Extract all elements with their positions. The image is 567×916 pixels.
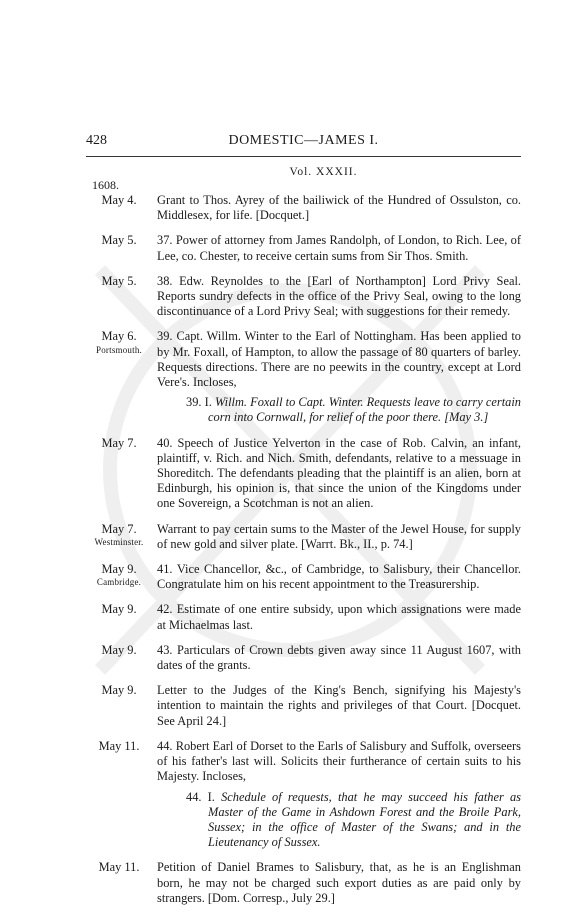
calendar-entry	[86, 602, 521, 632]
entry-text: 40. Speech of Justice Yelverton in the case of Rob. Calvin, an infant, plaintiff, v. Rich. and Nich. Smith, defendants, relative to a messuage in Shoreditch. The defendants pleading that the plaintiff is an alien, born at Edinburgh, his opinion is, that since the union of the Kingdoms under one Sovereign, a Scotchman is not an alien.	[157, 435, 521, 511]
calendar-entry	[86, 562, 521, 592]
entry-margin	[86, 860, 152, 875]
entry-date: May 5.	[101, 233, 137, 248]
entry-date: May 9.	[101, 602, 137, 617]
entry-date: May 7.	[101, 435, 137, 450]
enclosure-text: Willm. Foxall to Capt. Winter. Requests leave to carry certain corn into Cornwall, for relief of the poor there. [May 3.]	[208, 395, 521, 425]
entry-margin	[86, 562, 152, 590]
calendar-entry	[86, 329, 521, 425]
entry-margin	[86, 683, 152, 698]
entry-margin	[86, 522, 152, 550]
entry-text: 38. Edw. Reynoldes to the [Earl of Northampton] Lord Privy Seal. Reports sundry defects in the office of the Privy Seal, owing to the long discontinuance of a Lord Privy Seal; with suggestions for their remedy.	[157, 273, 521, 319]
calendar-entry	[86, 522, 521, 552]
entry-date: May 11.	[98, 860, 140, 875]
calendar-entry	[86, 193, 521, 223]
entry-margin	[86, 329, 152, 357]
volume-heading: Vol. XXXII.	[289, 166, 358, 178]
calendar-entry	[86, 233, 521, 263]
enclosure-entry	[186, 790, 521, 851]
calendar-entry	[86, 860, 521, 906]
entry-margin	[86, 739, 152, 754]
running-header	[86, 133, 521, 153]
calendar-entry	[86, 683, 521, 729]
enclosure-entry	[186, 395, 521, 425]
page-number: 428	[86, 133, 107, 148]
entry-margin	[86, 436, 152, 451]
entry-margin	[86, 274, 152, 289]
entry-text: Grant to Thos. Ayrey of the bailiwick of the Hundred of Ossulston, co. Middlesex, for life. [Docquet.]	[157, 193, 521, 223]
entry-date: May 7.	[101, 521, 137, 536]
entry-place: Westminster.	[94, 536, 144, 547]
calendar-entries	[86, 193, 521, 916]
entry-place: Cambridge.	[96, 577, 142, 588]
entry-date: May 6.	[101, 329, 137, 344]
entry-text: Warrant to pay certain sums to the Master of the Jewel House, for supply of new gold and silver plate. [Warrt. Bk., II., p. 74.]	[157, 521, 521, 551]
entry-date: May 11.	[98, 738, 140, 753]
entry-text: 37. Power of attorney from James Randolph, of London, to Rich. Lee, of Lee, co. Chester, to receive certain sums from Sir Thos. Smith.	[157, 233, 521, 263]
calendar-entry	[86, 436, 521, 512]
entry-margin	[86, 643, 152, 658]
running-title: DOMESTIC—JAMES I.	[228, 133, 379, 148]
entry-margin	[86, 193, 152, 208]
calendar-entry	[86, 274, 521, 320]
entry-date: May 5.	[101, 273, 137, 288]
entry-place: Portsmouth.	[96, 344, 142, 355]
entry-text: Petition of Daniel Brames to Salisbury, that, as he is an Englishman born, he may not be charged such export duties as are paid only by strangers. [Dom. Corresp., July 29.]	[157, 860, 521, 905]
entry-text: 39. Capt. Willm. Winter to the Earl of Nottingham. Has been applied to by Mr. Foxall, of Hampton, to allow the passage of 80 quarters of barley. Requests directions. There are no peewits in the country, except at Lord Vere's. Incloses,	[157, 329, 521, 390]
year-label: 1608.	[92, 178, 119, 192]
calendar-entry	[86, 643, 521, 673]
enclosure-text: Schedule of requests, that he may succeed his father as Master of the Game in Ashdown Forest and the Broile Park, Sussex; in the office of Master of the Swans; and in the Lieutenancy of Sussex.	[208, 789, 522, 850]
enclosure-number: 44. I.	[186, 789, 215, 804]
calendar-entry	[86, 739, 521, 850]
enclosure-number: 39. I.	[186, 395, 212, 410]
entry-text: 44. Robert Earl of Dorset to the Earls of Salisbury and Suffolk, overseers of his father's last will. Solicits their furtherance of certain suits to his Majesty. Incloses,	[157, 738, 521, 784]
entry-text: Letter to the Judges of the King's Bench, signifying his Majesty's intention to maintain the rights and privileges of that Court. [Docquet. See April 24.]	[157, 683, 521, 728]
entry-date: May 9.	[101, 683, 137, 698]
entry-margin	[86, 233, 152, 248]
entry-margin	[86, 602, 152, 617]
entry-text: 41. Vice Chancellor, &c., of Cambridge, to Salisbury, their Chancellor. Congratulate him on his recent appointment to the Treasurership.	[157, 562, 521, 592]
entry-date: May 9.	[101, 642, 137, 657]
entry-date: May 9.	[101, 562, 137, 577]
entry-text: 43. Particulars of Crown debts given away since 11 August 1607, with dates of the grants.	[157, 642, 521, 673]
entry-date: May 4.	[101, 193, 137, 207]
entry-text: 42. Estimate of one entire subsidy, upon which assignations were made at Michaelmas last.	[157, 602, 521, 632]
header-rule	[86, 156, 521, 157]
